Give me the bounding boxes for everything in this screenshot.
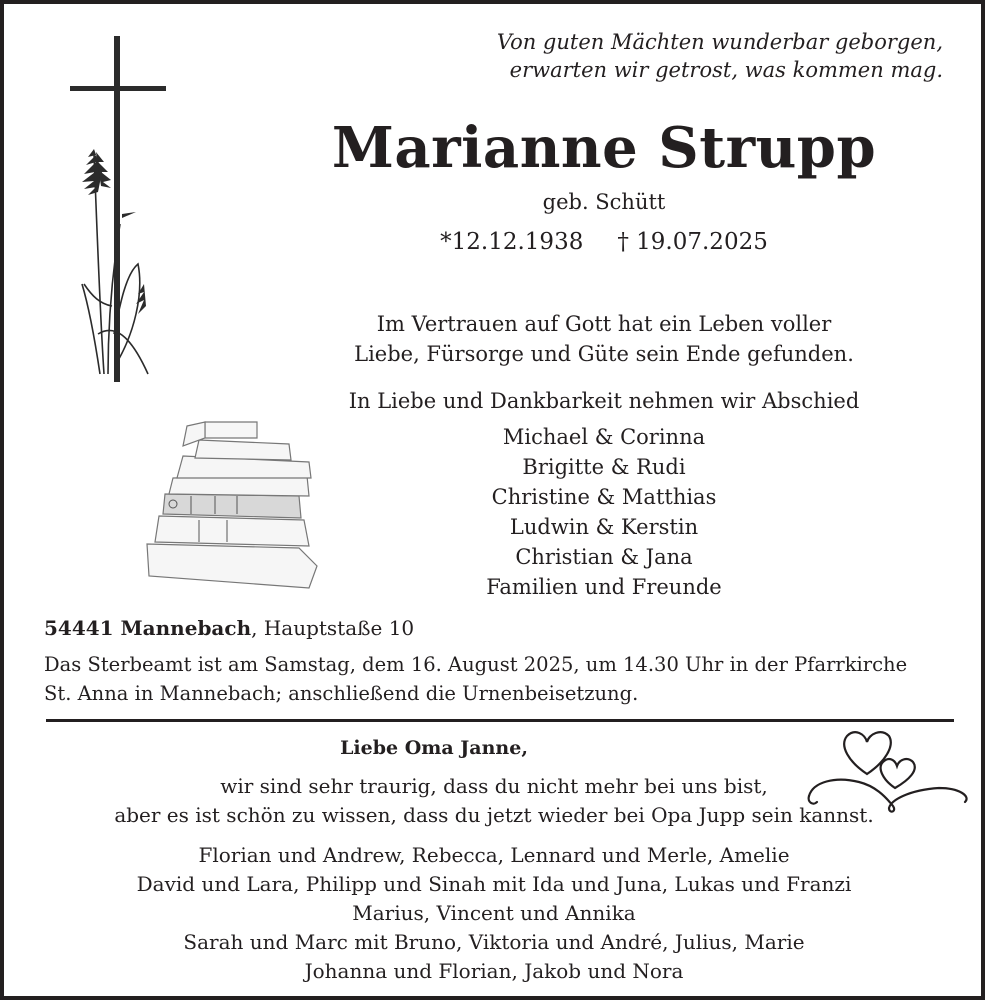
deceased-name: Marianne Strupp — [331, 115, 877, 181]
grandchildren-signatories — [64, 841, 924, 986]
motto-line: Von guten Mächten wunderbar geborgen, — [496, 30, 943, 54]
mourners-list — [404, 422, 804, 602]
mourner-entry: Michael & Corinna — [502, 425, 706, 449]
family-address — [44, 614, 414, 642]
book-stack-illustration — [139, 416, 329, 596]
message-line: wir sind sehr traurig, dass du nicht mehr bei uns bist, — [220, 774, 768, 798]
mourner-entry: Brigitte & Rudi — [522, 455, 686, 479]
address-separator: , — [251, 616, 264, 640]
address-street: Hauptstaße 10 — [263, 616, 415, 640]
mourner-entry: Familien und Freunde — [486, 575, 722, 599]
farewell-line: In Liebe und Dankbarkeit nehmen wir Abschied — [348, 389, 860, 413]
mourner-entry: Christian & Jana — [515, 545, 693, 569]
grandchildren-greeting: Liebe Oma Janne, — [340, 737, 528, 759]
mourner-entry: Christine & Matthias — [491, 485, 717, 509]
signatory-line: Florian und Andrew, Rebecca, Lennard und Merle, Amelie — [198, 843, 790, 867]
verse-text — [304, 309, 904, 369]
death-date: † 19.07.2025 — [617, 229, 768, 255]
verse-line: Im Vertrauen auf Gott hat ein Leben voller — [376, 312, 832, 336]
signatory-line: Johanna und Florian, Jakob und Nora — [304, 959, 684, 983]
signatory-line: David und Lara, Philipp und Sinah mit Ida und Juna, Lukas und Franzi — [136, 872, 852, 896]
motto-quote — [483, 28, 943, 84]
grandchildren-message — [64, 772, 924, 830]
funeral-service-info — [44, 650, 964, 708]
motto-line: erwarten wir getrost, was kommen mag. — [509, 58, 943, 82]
message-line: aber es ist schön zu wissen, dass du jetzt wieder bei Opa Jupp sein kannst. — [114, 803, 874, 827]
signatory-line: Sarah und Marc mit Bruno, Viktoria und André, Julius, Marie — [183, 930, 805, 954]
birth-name: geb. Schütt — [542, 190, 666, 214]
life-dates — [384, 227, 824, 257]
service-line: Das Sterbeamt ist am Samstag, dem 16. August 2025, um 14.30 Uhr in der Pfarrkirche — [44, 653, 908, 676]
service-line: St. Anna in Mannebach; anschließend die Urnenbeisetzung. — [44, 682, 639, 705]
birth-date: *12.12.1938 — [440, 229, 584, 255]
section-divider — [46, 719, 954, 722]
mourner-entry: Ludwin & Kerstin — [509, 515, 699, 539]
cross-with-grass-icon — [64, 34, 184, 384]
verse-line: Liebe, Fürsorge und Güte sein Ende gefunden. — [354, 342, 854, 366]
address-city: 54441 Mannebach — [44, 616, 252, 640]
signatory-line: Marius, Vincent und Annika — [352, 901, 636, 925]
